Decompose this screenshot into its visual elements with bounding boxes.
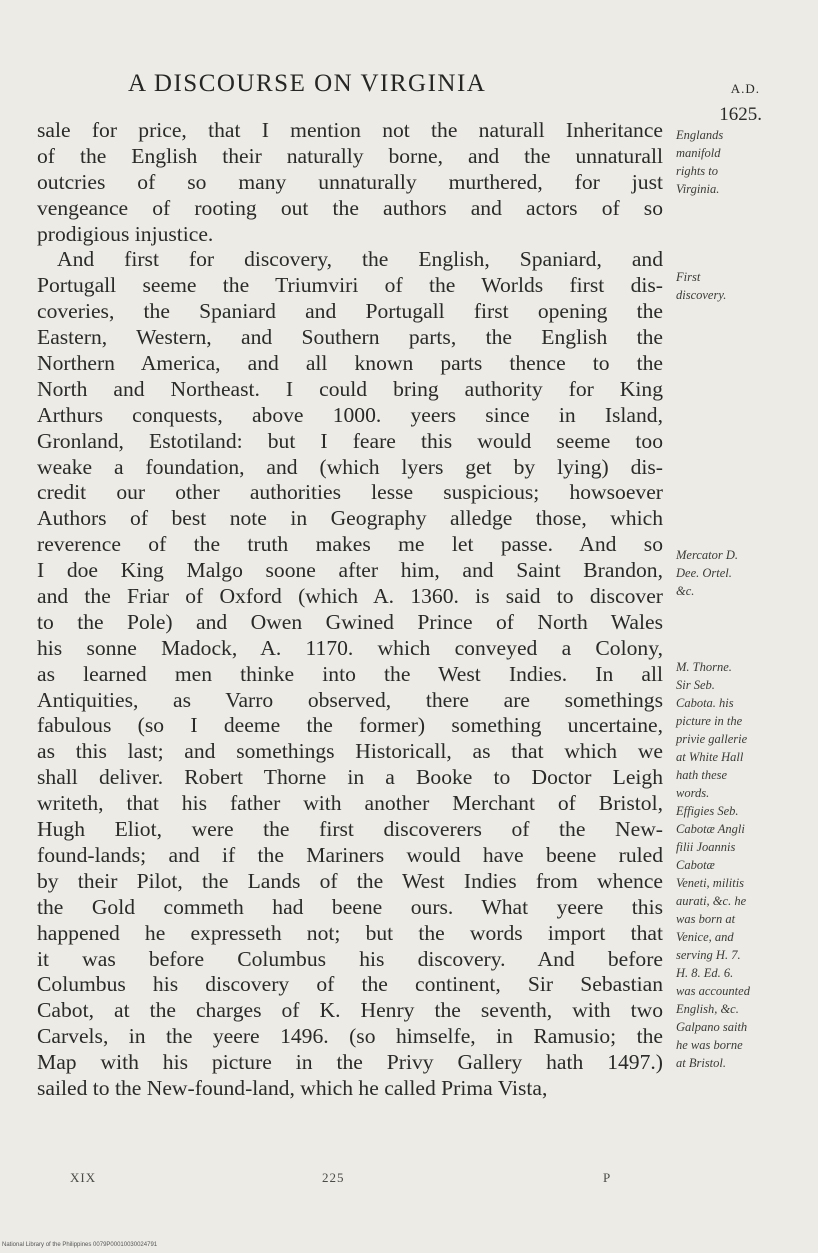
text-line: found-lands; and if the Mariners would have beene ruled [37,842,663,867]
text-line: sale for price, that I mention not the naturall Inheritance [37,118,663,142]
running-head-title: A DISCOURSE ON VIRGINIA [128,70,487,97]
text-line: happened he expresseth not; but the words import that [37,920,663,945]
signature-letter: P [603,1170,612,1185]
text-line: Antiquities, as Varro observed, there are somethings [37,687,663,712]
text-line: outcries of so many unnaturally murthered, for just [37,169,663,194]
margin-note-first-discovery [676,268,796,304]
text-line: his sonne Madock, A. 1170. which conveyed a Colony, [37,635,663,660]
text-line: And first for discovery, the English, Spaniard, and [57,247,663,272]
text-line: vengeance of rooting out the authors and actors of so [37,195,663,220]
margin-note-line: Cabotæ Angli [676,822,745,836]
page-number: 225 [322,1170,345,1185]
margin-note-line: &c. [676,584,695,598]
text-line: Carvels, in the yeere 1496. (so himselfe, in Ramusio; the [37,1024,663,1049]
library-imprint: National Library of the Philippines 0079P00010030024791 [2,1242,158,1248]
text-line: Map with his picture in the Privy Gallery hath 1497.) [37,1050,663,1075]
margin-note-thorne-cabot [676,658,796,1072]
margin-note-line: Veneti, militis [676,876,745,890]
margin-note-line: M. Thorne. [676,660,732,674]
text-line: the Gold commeth had beene ours. What yeere this [37,894,663,919]
text-line: sailed to the New-found-land, which he called Prima Vista, [37,1075,548,1100]
text-line: shall deliver. Robert Thorne in a Booke to Doctor Leigh [37,765,663,790]
year-label: A.D. [730,81,760,96]
margin-note-line: privie gallerie [676,732,748,746]
margin-note-line: Cabota. his [676,696,734,710]
margin-note-line: Virginia. [676,182,720,196]
margin-note-line: Sir Seb. [676,678,715,692]
text-line: Gronland, Estotiland: but I feare this would seeme too [37,428,663,453]
text-line: Hugh Eliot, were the first discoverers of the New- [37,817,663,842]
margin-note-line: at Bristol. [676,1056,727,1070]
text-line: I doe King Malgo soone after him, and Saint Brandon, [37,558,663,583]
text-line: and the Friar of Oxford (which A. 1360. is said to discover [37,584,663,609]
margin-note-line: filii Joannis [676,840,736,854]
margin-note-line: H. 8. Ed. 6. [676,966,734,980]
text-line: Portugall seeme the Triumviri of the Worlds first dis- [37,273,663,298]
text-line: as learned men thinke into the West Indies. In all [37,661,663,686]
text-line: writeth, that his father with another Merchant of Bristol, [37,791,663,816]
margin-note-line: aurati, &c. he [676,894,747,908]
text-line: North and Northeast. I could bring authority for King [37,376,663,401]
margin-note-line: was born at [676,912,736,926]
margin-note-line: English, &c. [676,1002,739,1016]
text-line: it was before Columbus his discovery. And before [37,946,663,971]
text-line: by their Pilot, the Lands of the West Indies from whence [37,868,663,893]
text-line: prodigious injustice. [37,221,214,246]
margin-note-line: Venice, and [676,930,734,944]
margin-note-line: manifold [676,146,721,160]
text-line: Eastern, Western, and Southern parts, the English the [37,325,663,350]
text-line: fabulous (so I deeme the former) something uncertaine, [37,713,663,738]
margin-note-line: hath these [676,768,728,782]
text-line: Cabot, at the charges of K. Henry the seventh, with two [37,998,663,1023]
text-line: Columbus his discovery of the continent, Sir Sebastian [37,972,663,997]
margin-note-line: rights to [676,164,719,178]
margin-note-line: Englands [676,128,724,142]
margin-note-line: discovery. [676,288,727,302]
margin-note-line: Mercator D. [676,548,739,562]
signature-mark: XIX [70,1170,97,1185]
margin-note-line: words. [676,786,710,800]
text-line: Arthurs conquests, above 1000. yeers since in Island, [37,402,663,427]
text-line: credit our other authorities lesse suspicious; howsoever [37,480,663,505]
margin-note-line: was accounted [676,984,750,998]
margin-note-line: at White Hall [676,750,744,764]
year-value: 1625. [719,104,762,125]
margin-note-line: serving H. 7. [676,948,741,962]
text-line: reverence of the truth makes me let passe. And so [37,532,663,557]
body-text [37,118,663,1102]
margin-note-line: Cabotæ [676,858,715,872]
text-line: as this last; and somethings Historicall, as that which we [37,739,663,764]
text-line: Authors of best note in Geography alledge those, which [37,506,663,531]
margin-note-mercator [676,546,796,600]
text-line: weake a foundation, and (which lyers get by lying) dis- [37,454,663,479]
text-line: coveries, the Spaniard and Portugall first opening the [37,299,663,324]
text-line: of the English their naturally borne, and the unnaturall [37,143,663,168]
margin-note-line: picture in the [676,714,743,728]
margin-note-line: Dee. Ortel. [676,566,732,580]
text-line: Northern America, and all known parts thence to the [37,351,663,376]
text-line: to the Pole) and Owen Gwined Prince of North Wales [37,609,663,634]
margin-note-line: Effigies Seb. [676,804,739,818]
margin-note-line: First [676,270,701,284]
margin-note-line: Galpano saith [676,1020,748,1034]
margin-note-line: he was borne [676,1038,743,1052]
margin-note-englands-rights [676,126,796,198]
